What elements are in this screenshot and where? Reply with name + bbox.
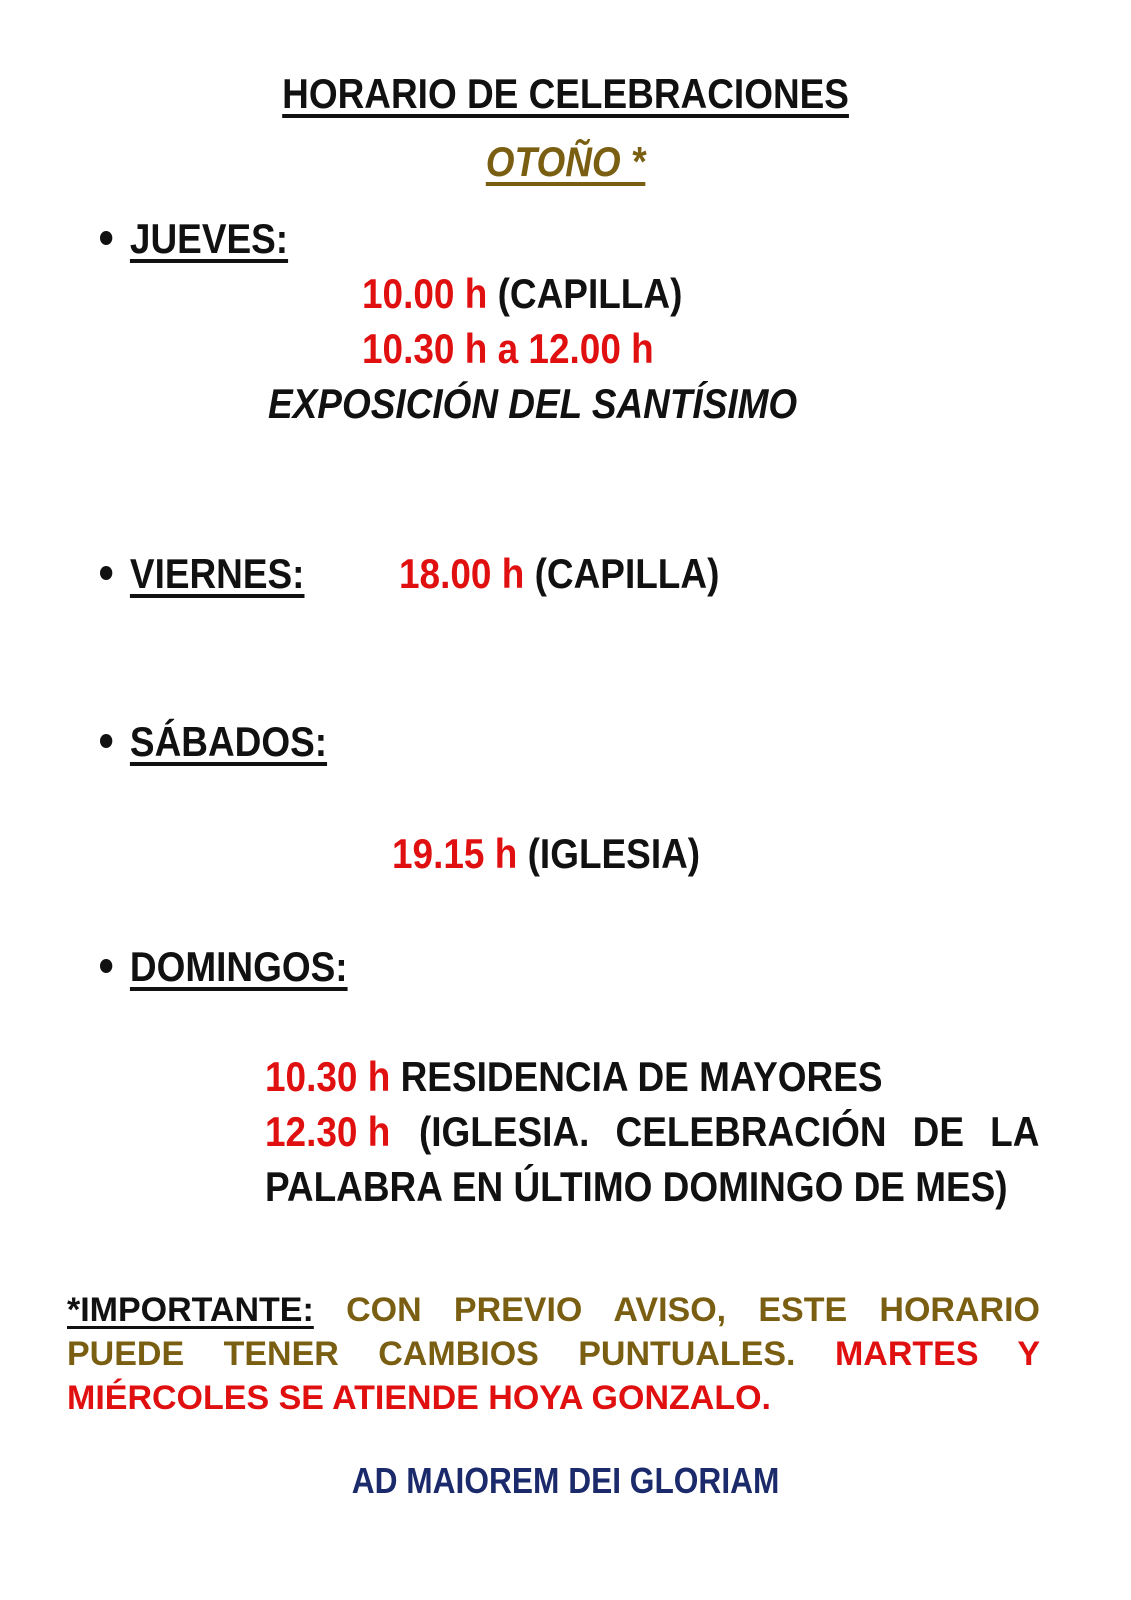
sunday-mass-church-line2: PALABRA EN ÚLTIMO DOMINGO DE MES) [265, 1163, 1008, 1210]
day-sunday [100, 943, 348, 991]
sunday-mass-residence [265, 1053, 883, 1101]
day-label: JUEVES: [129, 215, 289, 262]
note-label: *IMPORTANTE: [67, 1291, 314, 1329]
sunday-mass-church [265, 1108, 1039, 1156]
day-label: SÁBADOS: [129, 718, 328, 765]
place-line1: (IGLESIA. CELEBRACIÓN DE LA [418, 1108, 1040, 1155]
day-thursday [100, 215, 288, 263]
footer-motto: AD MAIOREM DEI GLORIAM [351, 1460, 780, 1501]
day-friday [100, 550, 304, 598]
time: 10.00 h [362, 270, 488, 317]
time: 12.30 h [265, 1108, 391, 1155]
note-red-text: MARTES Y MIÉRCOLES SE ATIENDE HOYA GONZALO. [67, 1335, 1041, 1417]
place: (IGLESIA) [517, 830, 701, 877]
bullet-icon [100, 734, 112, 748]
thursday-adoration: EXPOSICIÓN DEL SANTÍSIMO [268, 380, 798, 427]
place: RESIDENCIA DE MAYORES [390, 1053, 883, 1100]
season-subtitle: OTOÑO * [485, 138, 646, 185]
time: 18.00 h [399, 550, 525, 597]
friday-mass [399, 550, 719, 598]
day-label: VIERNES: [129, 550, 305, 597]
day-saturday [100, 718, 327, 766]
saturday-mass [392, 830, 700, 878]
thursday-adoration-time: 10.30 h a 12.00 h [362, 325, 654, 372]
day-label: DOMINGOS: [129, 943, 348, 990]
page-title: HORARIO DE CELEBRACIONES [282, 70, 849, 117]
thursday-mass [362, 270, 682, 318]
place: (CAPILLA) [487, 270, 683, 317]
time: 19.15 h [392, 830, 518, 877]
time: 10.30 h [265, 1053, 391, 1100]
note-olive-text: CON PREVIO AVISO, ESTE HORARIO PUEDE TENER CAMBIOS PUNTUALES. [67, 1291, 1040, 1373]
bullet-icon [100, 231, 112, 245]
place: (CAPILLA) [524, 550, 720, 597]
important-note [67, 1288, 1040, 1420]
bullet-icon [100, 959, 112, 973]
bullet-icon [100, 566, 112, 580]
